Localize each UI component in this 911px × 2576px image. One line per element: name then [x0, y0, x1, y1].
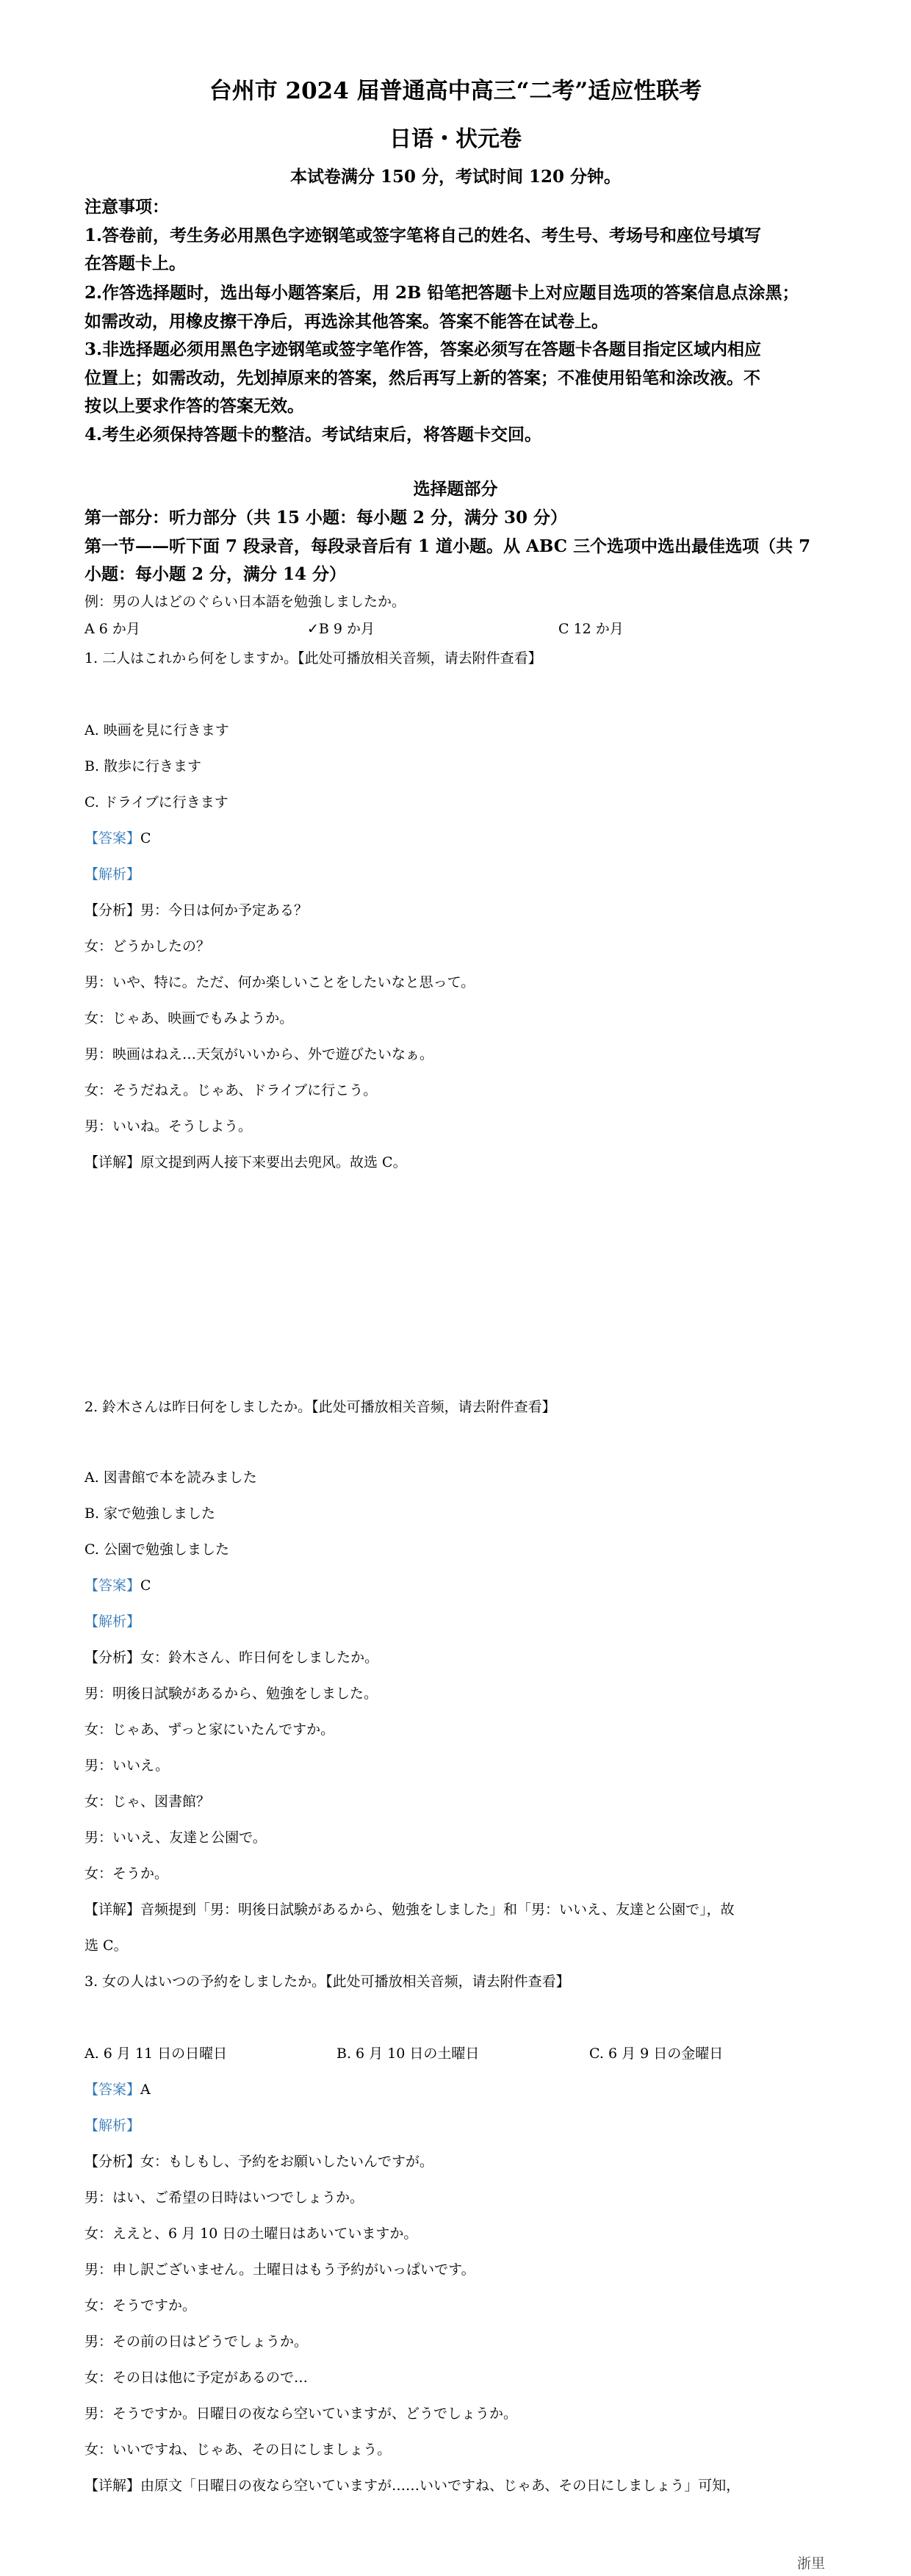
q3-line: 女：ええと、6 月 10 日の土曜日はあいていますか。 [84, 2226, 418, 2242]
q3-line: 男：そうですか。日曜日の夜なら空いていますが、どうでしょうか。 [84, 2406, 518, 2422]
notice-line: 2.作答选择题时，选出每小题答案后，用 2B 铅笔把答题卡上对应题目选项的答案信息点涂黑； [84, 283, 799, 303]
section-heading: 选择题部分 [413, 479, 498, 499]
q3-line: 男：申し訳ございません。土曜日はもう予約がいっぱいです。 [84, 2262, 475, 2278]
q2-answer [84, 1577, 151, 1594]
q2-line: 男：いいえ、友達と公園で。 [84, 1830, 267, 1846]
exam-title: 台州市 2024 届普通高中高三“二考”适应性联考 [209, 78, 702, 104]
q2-detail: 【详解】音频提到「男：明後日試験があるから、勉強をしました」和「男：いいえ、友達と公園で」，故 [84, 1902, 735, 1918]
q1-answer [84, 830, 151, 847]
q3-line: 女：そうですか。 [84, 2298, 197, 2314]
q1-option: B. 散歩に行きます [84, 758, 202, 774]
q2-line: 男：いいえ。 [84, 1757, 170, 1774]
question-1: 1. 二人はこれから何をしますか。【此处可播放相关音频，请去附件查看】 [84, 650, 542, 666]
q2-option: C. 公園で勉強しました [84, 1541, 229, 1558]
answer-value: C [140, 830, 151, 846]
q3-answer [84, 2082, 151, 2098]
q1-line: 女：じゃあ、映画でもみようか。 [84, 1010, 294, 1026]
example-option: A 6 か月 [84, 621, 140, 637]
q2-line: 【分析】女：鈴木さん、昨日何をしましたか。 [84, 1649, 379, 1666]
notice-line: 如需改动，用橡皮擦干净后，再选涂其他答案。答案不能答在试卷上。 [84, 312, 608, 331]
answer-label: 【答案】 [84, 2082, 141, 2098]
answer-label: 【答案】 [84, 830, 141, 846]
notice-line: 在答题卡上。 [84, 253, 186, 273]
q2-option: A. 図書館で本を読みました [84, 1469, 257, 1486]
answer-label: 【答案】 [84, 1577, 141, 1594]
notice-line: 3.非选择题必须用黑色字迹钢笔或签字笔作答，答案必须写在答题卡各题目指定区域内相应 [84, 339, 762, 359]
q1-option: C. ドライブに行きます [84, 794, 228, 810]
notice-line: 1.答卷前，考生务必用黑色字迹钢笔或签字笔将自己的姓名、考生号、考场号和座位号填写 [84, 226, 762, 245]
notice-line: 4.考生必须保持答题卡的整洁。考试结束后，将答题卡交回。 [84, 425, 542, 445]
q2-analysis-label: 【解析】 [84, 1613, 141, 1630]
q3-line: 男：はい、ご希望の日時はいつでしょうか。 [84, 2190, 364, 2206]
notice-line: 按以上要求作答的答案无效。 [84, 396, 304, 416]
q1-line: 男：いいね。そうしよう。 [84, 1118, 253, 1134]
q1-line: 【分析】男：今日は何か予定ある？ [84, 902, 309, 918]
q3-option: A. 6 月 11 日の日曜日 [84, 2046, 228, 2062]
q3-option: C. 6 月 9 日の金曜日 [589, 2046, 724, 2062]
q1-analysis-label: 【解析】 [84, 866, 141, 882]
exam-subtitle: 日语・状元卷 [389, 126, 522, 152]
part-heading: 第一部分：听力部分（共 15 小题：每小题 2 分，满分 30 分） [84, 508, 568, 528]
q1-line: 女：どうかしたの？ [84, 938, 211, 954]
example-option: C 12 か月 [558, 621, 624, 637]
question-2: 2. 鈴木さんは昨日何をしましたか。【此处可播放相关音频，请去附件查看】 [84, 1399, 556, 1415]
q2-line: 男：明後日試験があるから、勉強をしました。 [84, 1685, 378, 1702]
q3-detail: 【详解】由原文「日曜日の夜なら空いていますが……いいですね、じゃあ、その日にしましょう」可知， [84, 2478, 741, 2494]
q1-line: 男：いや、特に。ただ、何か楽しいことをしたいなと思って。 [84, 974, 475, 990]
question-3: 3. 女の人はいつの予約をしましたか。【此处可播放相关音频，请去附件查看】 [84, 1974, 570, 1990]
q2-line: 女：そうか。 [84, 1866, 169, 1882]
q2-line: 女：じゃ、図書館？ [84, 1794, 211, 1810]
q1-line: 男：映画はねえ…天気がいいから、外で遊びたいなぁ。 [84, 1046, 434, 1062]
q2-option: B. 家で勉強しました [84, 1505, 216, 1522]
q3-analysis-label: 【解析】 [84, 2118, 141, 2134]
q3-line: 女：いいですね、じゃあ、その日にしましょう。 [84, 2442, 392, 2458]
q3-option: B. 6 月 10 日の土曜日 [336, 2046, 480, 2062]
footer-watermark: 浙里 [797, 2555, 826, 2572]
q2-line: 女：じゃあ、ずっと家にいたんですか。 [84, 1721, 335, 1738]
q3-line: 男：その前の日はどうでしょうか。 [84, 2334, 309, 2350]
subsection-instruction: 小题：每小题 2 分，满分 14 分） [84, 564, 347, 584]
score-info: 本试卷满分 150 分，考试时间 120 分钟。 [289, 167, 622, 187]
notice-heading: 注意事项： [84, 197, 169, 217]
answer-value: C [140, 1577, 151, 1594]
q1-option: A. 映画を見に行きます [84, 722, 229, 738]
q1-detail: 【详解】原文提到两人接下来要出去兜风。故选 C。 [84, 1154, 407, 1170]
q2-detail: 选 C。 [84, 1938, 128, 1954]
answer-value: A [140, 2082, 151, 2098]
example-option: ✓B 9 か月 [307, 621, 375, 637]
q1-line: 女：そうだねえ。じゃあ、ドライブに行こう。 [84, 1082, 378, 1098]
q3-line: 【分析】女：もしもし、予約をお願いしたいんですが。 [84, 2154, 434, 2170]
notice-line: 位置上；如需改动，先划掉原来的答案，然后再写上新的答案；不准使用铅笔和涂改液。不 [84, 368, 760, 388]
q3-line: 女：その日は他に予定があるので… [84, 2370, 309, 2386]
example-question: 例：男の人はどのぐらい日本語を勉強しましたか。 [84, 594, 406, 610]
subsection-instruction: 第一节——听下面 7 段录音，每段录音后有 1 道小题。从 ABC 三个选项中选出最佳选项（共 7 [84, 536, 811, 556]
